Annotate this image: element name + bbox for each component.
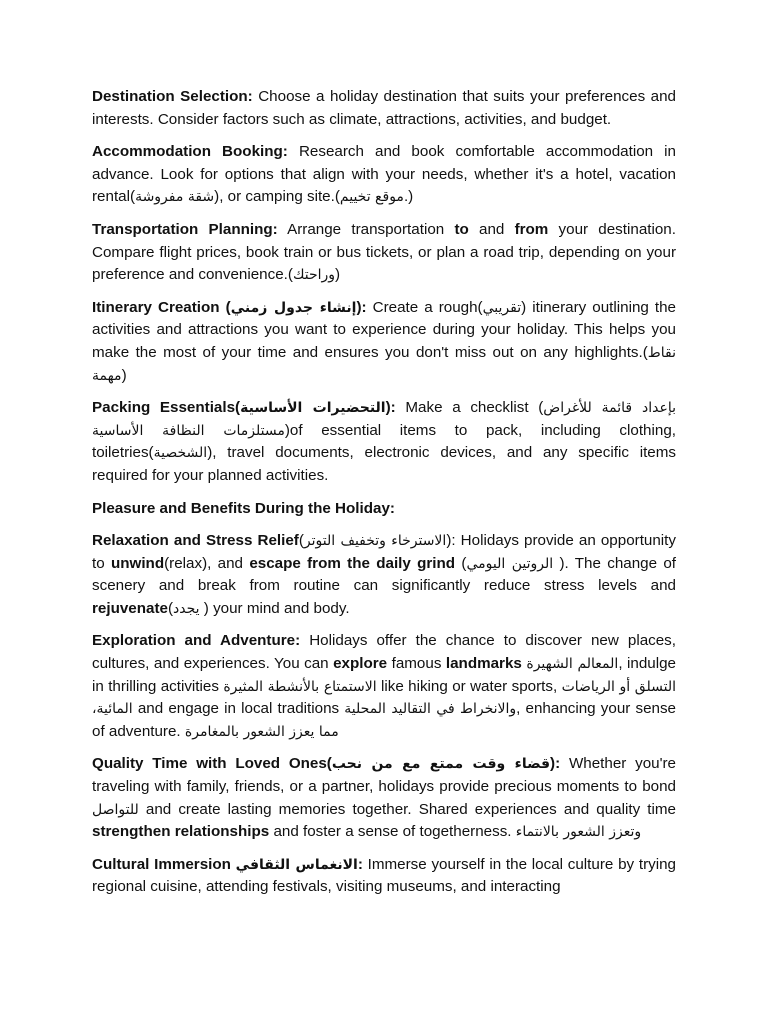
bold-keyword: from <box>514 220 549 238</box>
arabic-heading-translation: التحضيرات الأساسية <box>240 400 386 417</box>
paragraph-pleasure-heading <box>92 498 676 521</box>
body-text: Immerse yourself in the local culture by trying regional cuisine, attending festivals, visiting museums, and interacting <box>92 855 676 896</box>
body-text: ). The change of scenery and break from routine can significantly reduce stress levels and <box>92 554 677 595</box>
body-text: ), travel documents, electronic devices, and any specific items required for your planned activities. <box>92 444 676 484</box>
body-text: ( <box>298 532 304 550</box>
arabic-translation: الروتين اليومي <box>466 555 554 572</box>
heading-transportation-planning: Transportation Planning: <box>92 220 278 238</box>
body-text: Create a rough( <box>366 298 483 316</box>
body-text: .) <box>403 188 414 206</box>
heading-destination-selection: Destination Selection: <box>92 88 253 105</box>
arabic-translation: مما يعزز الشعور بالمغامرة <box>184 723 339 740</box>
heading-relaxation: Relaxation and Stress Relief <box>92 532 299 550</box>
body-text: Research and book comfortable accommodation in advance. Look for options that align with your needs, whether it's a hotel, vacation rental( <box>92 143 676 206</box>
paragraph-destination-selection <box>92 86 676 131</box>
arabic-translation: الشخصية <box>153 445 208 462</box>
arabic-translation: تقريبي <box>482 299 522 316</box>
body-text: famous <box>387 655 446 673</box>
body-text: Whether you're traveling with family, friends, or a partner, holidays provide precious moments to bond <box>92 755 676 796</box>
section-heading-pleasure-benefits: Pleasure and Benefits During the Holiday: <box>92 499 395 517</box>
body-text: , enhancing your sense of adventure. <box>92 700 676 740</box>
body-text: )of essential items to pack, including clothing, toiletries( <box>92 421 676 462</box>
heading-text: Quality Time with Loved Ones( <box>92 755 332 773</box>
heading-cultural-immersion <box>92 856 363 873</box>
bold-keyword: to <box>454 220 469 238</box>
body-text: Make a checklist ( <box>395 399 544 417</box>
arabic-translation: وتعزز الشعور بالانتماء <box>515 824 642 841</box>
paragraph-cultural-immersion <box>92 854 676 899</box>
arabic-translation: بإعداد قائمة للأغراض <box>543 400 676 417</box>
heading-accommodation-booking: Accommodation Booking: <box>92 143 288 161</box>
heading-text: : <box>357 855 363 873</box>
body-text: your destination. Compare flight prices, book train or bus tickets, or plan a road trip, depending on your preference and convenience.( <box>92 220 676 284</box>
heading-text: ): <box>356 298 367 316</box>
body-text: Choose a holiday destination that suits your preferences and interests. Consider factors such as climate, attractions, activities, and budget. <box>92 88 676 128</box>
bold-keyword: strengthen relationships <box>92 823 270 841</box>
bold-keyword: unwind <box>110 554 165 572</box>
heading-itinerary-creation <box>92 299 367 316</box>
body-text: ( <box>167 599 174 617</box>
body-text: , indulge in thrilling activities <box>92 655 676 695</box>
body-text: and create lasting memories together. Shared experiences and quality time <box>138 800 676 818</box>
paragraph-itinerary-creation <box>92 297 676 387</box>
heading-text: Cultural Immersion <box>92 855 231 873</box>
arabic-translation: شقة مفروشة <box>135 189 215 206</box>
paragraph-transportation-planning <box>92 219 676 287</box>
body-text: ): Holidays provide an opportunity to <box>92 532 676 572</box>
body-text: Arrange transportation <box>277 220 455 238</box>
paragraph-packing-essentials <box>92 397 676 487</box>
body-text: and foster a sense of togetherness. <box>269 823 516 841</box>
body-text: ( <box>455 554 467 572</box>
body-text: Holidays offer the chance to discover new places, cultures, and experiences. You can <box>92 632 676 673</box>
arabic-heading-translation: قضاء وقت ممتع مع من نحب <box>331 756 551 773</box>
arabic-translation: مستلزمات النظافة الأساسية <box>92 422 285 439</box>
body-text: ), or camping site.( <box>214 188 340 206</box>
body-text: like hiking or water sports, <box>376 677 562 695</box>
paragraph-accommodation-booking <box>92 141 676 209</box>
paragraph-quality-time <box>92 753 676 843</box>
bold-keyword: rejuvenate <box>92 599 168 617</box>
bold-keyword: escape from the daily grind <box>249 554 456 572</box>
body-text: ) your mind and body. <box>199 599 350 617</box>
heading-quality-time <box>92 755 560 772</box>
arabic-translation: نقاط مهمة <box>92 344 676 384</box>
arabic-translation: للتواصل <box>92 801 139 818</box>
body-text: ) <box>121 366 127 384</box>
body-text: ) itinerary outlining the activities and attractions you want to experience during your holiday. This helps you make the most of your time and ensures you don't miss out on any highlights.( <box>92 298 677 361</box>
arabic-translation: الاسترخاء وتخفيف التوتر <box>303 533 447 550</box>
body-text: ) <box>335 266 341 284</box>
arabic-translation: التسلق أو الرياضات المائية، <box>92 678 676 718</box>
heading-text: Itinerary Creation ( <box>92 298 231 316</box>
arabic-heading-translation: إنشاء جدول زمني <box>230 299 357 316</box>
heading-exploration: Exploration and Adventure: <box>92 632 301 650</box>
body-text: and <box>468 220 515 238</box>
bold-keyword: explore <box>333 655 388 673</box>
bold-keyword: landmarks <box>445 655 522 673</box>
arabic-translation: والانخراط في التقاليد المحلية <box>344 701 517 718</box>
heading-text: ): <box>550 755 561 773</box>
arabic-translation: يجدد <box>173 600 200 617</box>
arabic-translation: موقع تخييم <box>339 189 404 206</box>
body-text: (relax), and <box>164 554 250 572</box>
paragraph-exploration <box>92 630 676 743</box>
arabic-translation: الاستمتاع بالأنشطة المثيرة <box>223 678 377 695</box>
heading-text: Packing Essentials( <box>92 399 241 417</box>
arabic-heading-translation: الانغماس الثقافي <box>235 856 358 873</box>
arabic-translation: المعالم الشهيرة <box>526 656 619 673</box>
heading-text: ): <box>385 399 396 417</box>
heading-packing-essentials <box>92 399 396 416</box>
arabic-translation: وراحتك <box>292 267 336 284</box>
paragraph-relaxation <box>92 530 676 620</box>
body-text: and engage in local traditions <box>132 700 345 718</box>
